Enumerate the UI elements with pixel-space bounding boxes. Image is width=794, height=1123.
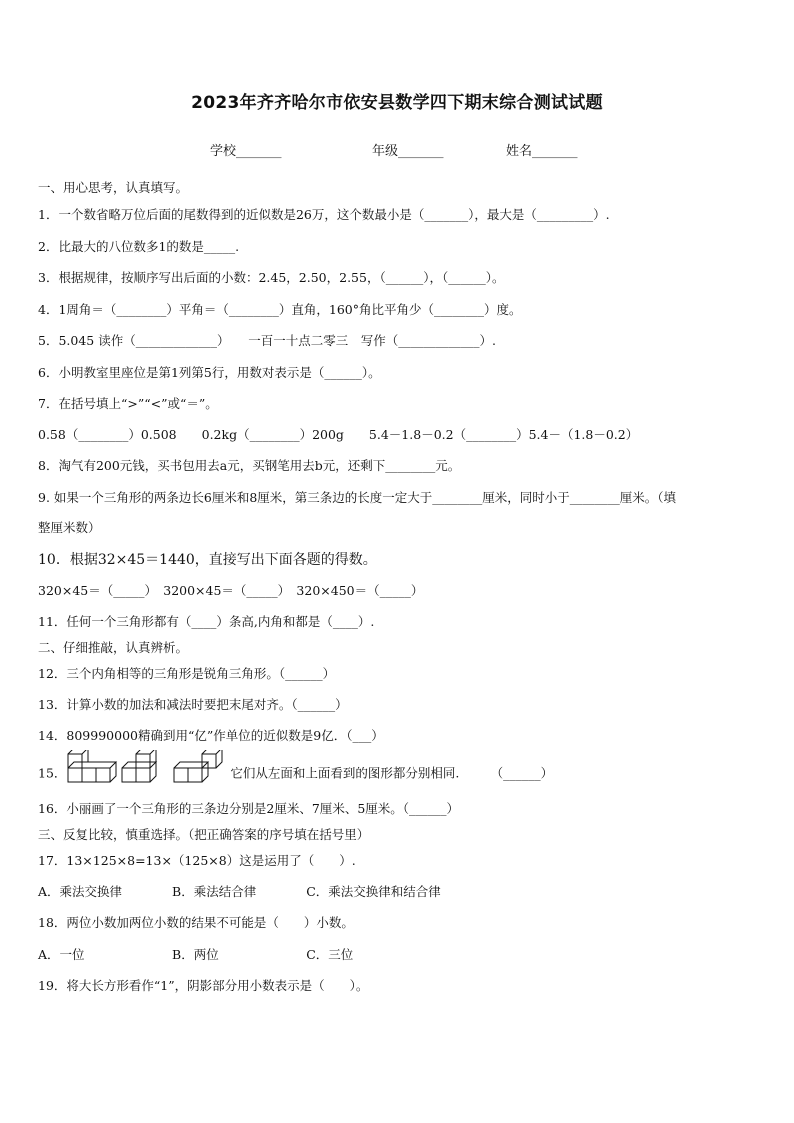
section-heading: 一、用心思考，认真填写。 [38, 180, 189, 195]
question-line: 3．根据规律，按顺序写出后面的小数：2.45，2.50，2.55，（______），（______）。 [38, 270, 505, 285]
answer-options: A．一位 B．两位 C．三位 [38, 947, 354, 962]
question-line: 10．根据32×45＝1440，直接写出下面各题的得数。 [38, 552, 377, 568]
question-line: 12．三个内角相等的三角形是锐角三角形。（______） [38, 666, 336, 681]
answer-options: A．乘法交换律 B．乘法结合律 C．乘法交换律和结合律 [38, 884, 441, 899]
student-info-row [0, 140, 794, 160]
question-line: 整厘米数） [38, 520, 101, 535]
question-line-15 [38, 764, 768, 784]
question-line: 8．淘气有200元钱，买书包用去a元，买钢笔用去b元，还剩下________元。 [38, 458, 461, 473]
question-line: 11．任何一个三角形都有（____）条高,内角和都是（____）. [38, 614, 375, 629]
question-line: 5．5.045 读作（_____________） 一百一十点二零三 写作（_____________）. [38, 333, 496, 348]
question-line: 7．在括号填上“>”“<”或“＝”。 [38, 396, 218, 411]
question-line: 2．比最大的八位数多1的数是_____. [38, 239, 240, 254]
question-line: 0.58（________）0.508 0.2kg（________）200g 5.4－1.8－0.2（________）5.4－（1.8－0.2） [38, 427, 639, 442]
question-15-text: 它们从左面和上面看到的图形都分别相同. （______） [230, 765, 554, 781]
question-line: 13．计算小数的加法和减法时要把末尾对齐。（______） [38, 697, 348, 712]
section-heading: 二、仔细推敲，认真辨析。 [38, 640, 189, 655]
name-field: 姓名_______ [506, 144, 578, 159]
question-line: 14．809990000精确到用“亿”作单位的近似数是9亿．（___） [38, 728, 384, 743]
grade-field: 年级_______ [372, 144, 444, 159]
question-line: 17．13×125×8=13×（125×8）这是运用了（ ）. [38, 853, 356, 868]
question-line: 320×45＝（_____） 3200×45＝（_____） 320×450＝（_____） [38, 583, 424, 598]
question-line: 1．一个数省略万位后面的尾数得到的近似数是26万，这个数最小是（_______），最大是（_________）. [38, 207, 610, 222]
question-line: 19．将大长方形看作“1”，阴影部分用小数表示是（ ）。 [38, 978, 369, 993]
cube-figures-image [66, 750, 226, 784]
question-line: 16．小丽画了一个三角形的三条边分别是2厘米、7厘米、5厘米。（______） [38, 801, 460, 816]
school-field: 学校_______ [210, 144, 282, 159]
question-line: 6．小明教室里座位是第1列第5行，用数对表示是（______）。 [38, 365, 381, 380]
page-title: 2023年齐齐哈尔市依安县数学四下期末综合测试试题 [191, 93, 603, 113]
question-line: 18．两位小数加两位小数的结果不可能是（ ）小数。 [38, 915, 354, 930]
question-line: 9. 如果一个三角形的两条边长6厘米和8厘米，第三条边的长度一定大于________厘米，同时小于________厘米。（填 [38, 490, 677, 505]
question-line: 4．1周角＝（________）平角＝（________）直角，160°角比平角少（________）度。 [38, 302, 522, 317]
question-number: 15． [38, 765, 67, 781]
section-heading: 三、反复比较，慎重选择。（把正确答案的序号填在括号里） [38, 827, 370, 842]
